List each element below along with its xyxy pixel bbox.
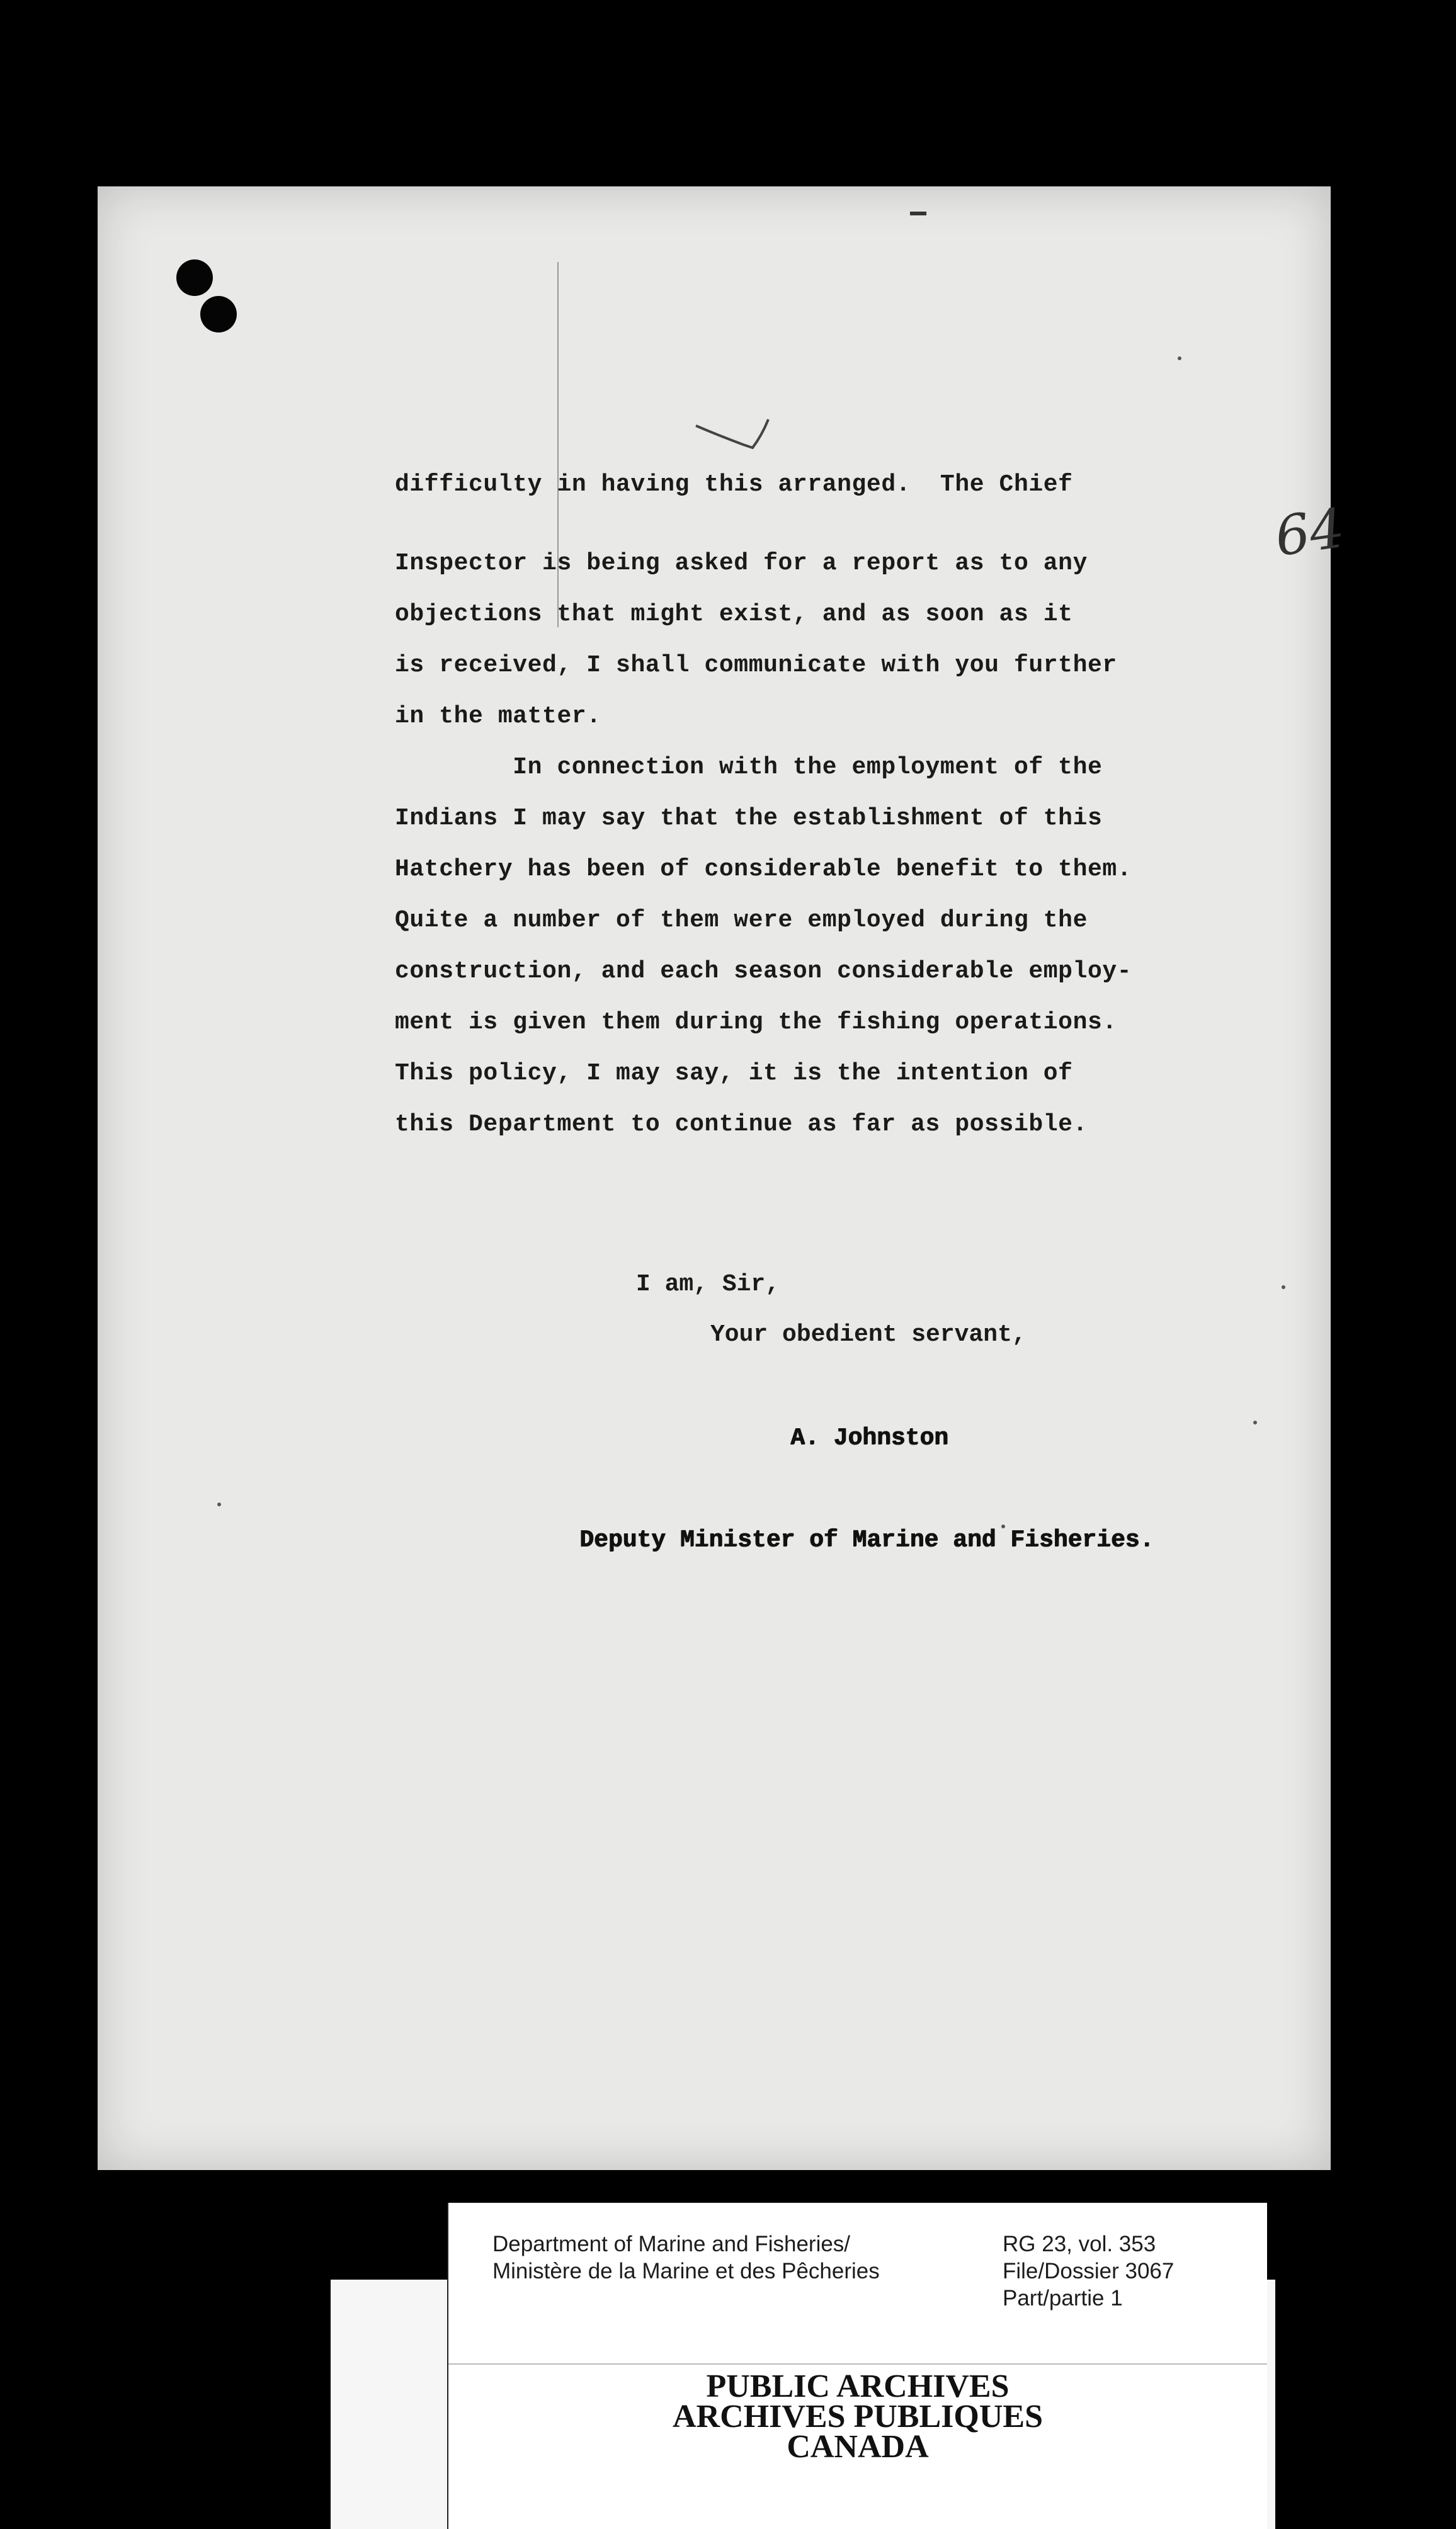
- body-line: Indians I may say that the establishment of this: [395, 805, 1103, 832]
- speck: [1282, 1285, 1285, 1289]
- archives-country: CANADA: [787, 2429, 929, 2465]
- archives-en: PUBLIC ARCHIVES: [706, 2368, 1010, 2404]
- scratch-mark: [910, 212, 926, 215]
- punch-hole-top: [176, 259, 213, 296]
- department-fr: Ministère de la Marine et des Pêcheries: [492, 2259, 880, 2283]
- signature-name: A. Johnston: [790, 1424, 948, 1452]
- speck: [217, 1503, 221, 1506]
- department-block: [492, 2231, 880, 2285]
- check-mark-icon: [693, 416, 793, 460]
- body-line: Quite a number of them were employed during the: [395, 907, 1088, 934]
- body-line: ment is given them during the fishing operations.: [395, 1009, 1117, 1036]
- body-line: construction, and each season considerable employ-: [395, 958, 1132, 985]
- body-line: difficulty in having this arranged. The Chief: [395, 471, 1073, 498]
- reference-block: [1003, 2231, 1174, 2312]
- body-line: Hatchery has been of considerable benefit to them.: [395, 856, 1132, 883]
- body-line: This policy, I may say, it is the intention of: [395, 1060, 1073, 1087]
- body-line: is received, I shall communicate with you further: [395, 652, 1117, 679]
- speck: [1253, 1421, 1257, 1424]
- record-group: RG 23, vol. 353: [1003, 2232, 1156, 2256]
- speck: [1178, 356, 1181, 360]
- page-number: 64: [1271, 496, 1348, 569]
- body-line: In connection with the employment of the: [395, 754, 1103, 781]
- complimentary-close: Your obedient servant,: [710, 1321, 1027, 1348]
- signature-title: Deputy Minister of Marine and Fisheries.: [579, 1526, 1154, 1554]
- archives-fr: ARCHIVES PUBLIQUES: [672, 2399, 1044, 2435]
- department-en: Department of Marine and Fisheries/: [492, 2232, 851, 2256]
- archives-stamp: [448, 2368, 1267, 2465]
- part-number: Part/partie 1: [1003, 2286, 1123, 2310]
- label-reference-area: [448, 2203, 1267, 2365]
- archive-label: [447, 2203, 1267, 2529]
- body-line: this Department to continue as far as possible.: [395, 1111, 1088, 1138]
- salutation: I am, Sir,: [636, 1271, 780, 1298]
- punch-hole-bottom: [200, 296, 237, 332]
- body-line: Inspector is being asked for a report as to any: [395, 550, 1088, 577]
- file-number: File/Dossier 3067: [1003, 2259, 1174, 2283]
- body-line: in the matter.: [395, 703, 601, 730]
- body-line: objections that might exist, and as soon as it: [395, 601, 1073, 628]
